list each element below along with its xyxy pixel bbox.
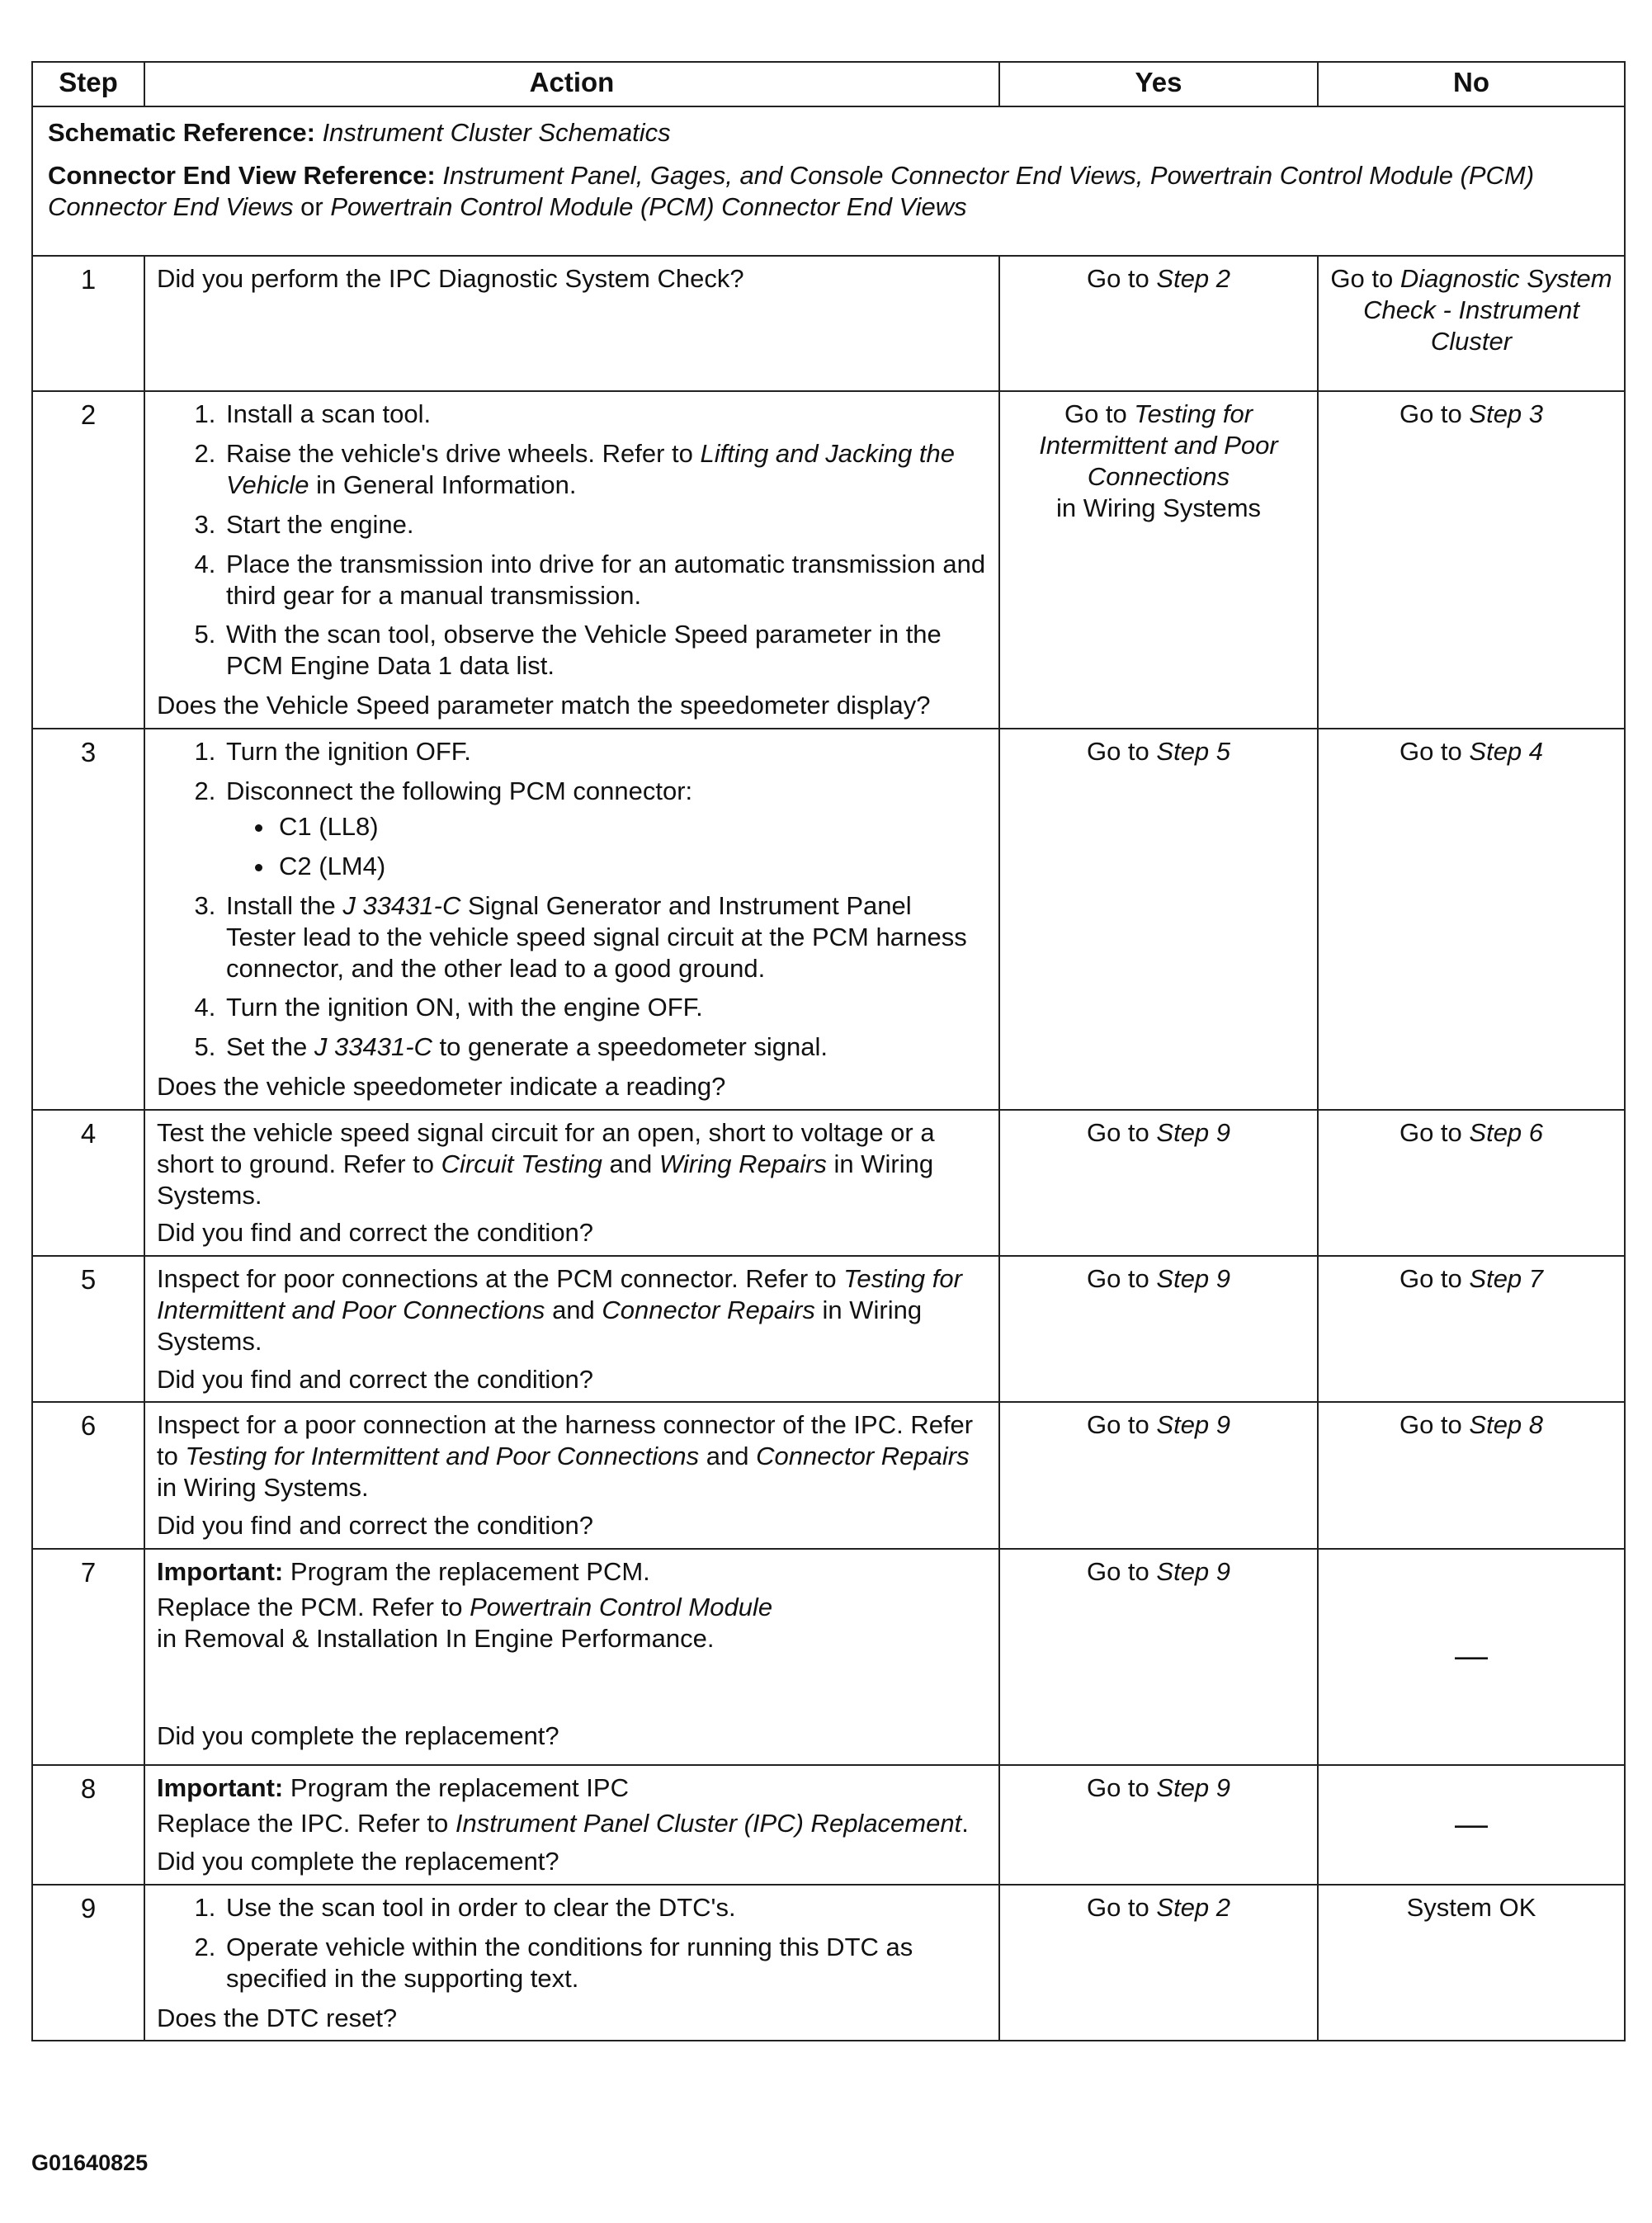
yes-cell (999, 729, 1318, 1110)
header-step: Step (32, 62, 144, 106)
list-item (223, 776, 987, 882)
no-link[interactable]: Step 3 (1469, 399, 1544, 429)
step-number: 9 (32, 1885, 144, 2041)
text: Set the (226, 1032, 308, 1062)
text: Replace the IPC. Refer to (157, 1809, 449, 1838)
list-item (223, 1031, 987, 1063)
step-question: Did you perform the IPC Diagnostic System Check? (157, 264, 744, 294)
text: Install the (226, 891, 336, 920)
yes-cell (999, 1256, 1318, 1402)
text: Program the replacement PCM. (290, 1556, 650, 1586)
yes-link[interactable]: Step 2 (1156, 1893, 1231, 1923)
step-action (144, 729, 999, 1110)
no-cell (1318, 391, 1625, 728)
bullet-item: • C2 (LM4) (276, 851, 987, 882)
list-item: 1. Install a scan tool. (223, 399, 987, 430)
text: to generate a speedometer signal. (439, 1032, 828, 1062)
connector-list (226, 811, 987, 882)
step-row-4 (32, 1110, 1625, 1256)
step-row-9 (32, 1885, 1625, 2041)
no-link[interactable]: Diagnostic System Check - Instrument Cluster (1363, 264, 1612, 356)
list-item: 2. Operate vehicle within the conditions for running this DTC as specified in the supporting text. (223, 1932, 987, 1994)
no-cell: — (1318, 1765, 1625, 1885)
table-header-row (32, 62, 1625, 106)
yes-cell (999, 1110, 1318, 1256)
step-row-3 (32, 729, 1625, 1110)
list-item: 4. Turn the ignition ON, with the engine OFF. (223, 992, 987, 1023)
yes-prefix: Go to (1086, 1410, 1149, 1440)
no-cell (1318, 256, 1625, 391)
reference-row (32, 106, 1625, 256)
text: in Wiring Systems. (157, 1473, 369, 1502)
no-prefix: Go to (1399, 736, 1462, 766)
yes-cell (999, 391, 1318, 728)
no-prefix: Go to (1399, 1117, 1462, 1147)
text: Raise the vehicle's drive wheels. Refer to (226, 439, 693, 469)
step-row-6 (32, 1402, 1625, 1548)
step-question: Does the Vehicle Speed parameter match the speedometer display? (157, 690, 931, 720)
step-action (144, 1402, 999, 1548)
step-number: 4 (32, 1110, 144, 1256)
text: Disconnect the following PCM connector: (226, 776, 693, 805)
step-action (144, 1549, 999, 1765)
yes-link[interactable]: Testing for Intermittent and Poor Connections (1039, 399, 1278, 492)
list-item (223, 438, 987, 501)
step-action (144, 1256, 999, 1402)
schematic-reference-link[interactable]: Instrument Cluster Schematics (322, 118, 671, 147)
list-item: 5. With the scan tool, observe the Vehicle Speed parameter in the PCM Engine Data 1 data list. (223, 619, 987, 682)
link[interactable]: Connector Repairs (756, 1442, 970, 1471)
text: and (552, 1295, 595, 1324)
yes-link[interactable]: Step 5 (1156, 736, 1231, 766)
link[interactable]: Wiring Repairs (658, 1149, 827, 1178)
step-instructions (157, 1263, 987, 1357)
diagnostic-table (31, 61, 1626, 2041)
no-prefix: Go to (1330, 264, 1394, 294)
yes-link[interactable]: Step 9 (1156, 1556, 1231, 1586)
text: in Removal & Installation In Engine Performance. (157, 1624, 715, 1654)
schematic-reference (48, 117, 1609, 149)
step-question: Did you find and correct the condition? (157, 1364, 594, 1394)
step-instructions: Replace the IPC. Refer to Instrument Panel Cluster (IPC) Replacement. (157, 1809, 969, 1838)
step-row-8 (32, 1765, 1625, 1885)
step-question: Does the vehicle speedometer indicate a reading? (157, 1072, 726, 1102)
no-prefix: Go to (1399, 1264, 1462, 1294)
reference-cell (32, 106, 1625, 256)
yes-cell (999, 1549, 1318, 1765)
schematic-reference-label: Schematic Reference: (48, 118, 315, 147)
list-item: 4. Place the transmission into drive for an automatic transmission and third gear for a manual transmission. (223, 549, 987, 611)
figure-id: G01640825 (31, 2150, 149, 2175)
link[interactable]: Connector Repairs (602, 1295, 815, 1324)
important-note (157, 1556, 987, 1588)
header-yes: Yes (999, 62, 1318, 106)
important-label: Important: (157, 1556, 284, 1586)
text: in Wiring Systems. (157, 1295, 923, 1356)
text: and (706, 1442, 749, 1471)
link[interactable]: Circuit Testing (441, 1149, 602, 1178)
yes-suffix: in Wiring Systems (1055, 493, 1262, 522)
list-item: 1. Turn the ignition OFF. (223, 736, 987, 767)
bullet-item: • C1 (LL8) (276, 811, 987, 842)
important-label: Important: (157, 1772, 284, 1802)
no-cell (1318, 729, 1625, 1110)
step-number: 5 (32, 1256, 144, 1402)
instruction-list (157, 736, 987, 1063)
yes-cell (999, 256, 1318, 391)
list-item: 3. Start the engine. (223, 509, 987, 540)
step-action (144, 1765, 999, 1885)
no-link[interactable]: Step 8 (1469, 1410, 1544, 1440)
text: Program the replacement IPC (290, 1772, 629, 1802)
step-action (144, 256, 999, 391)
yes-prefix: Go to (1086, 1893, 1149, 1923)
step-question: Did you find and correct the condition? (157, 1510, 594, 1540)
step-instructions (157, 1117, 987, 1211)
connector-reference-or: or (300, 191, 323, 221)
important-note (157, 1772, 987, 1804)
step-row-2 (32, 391, 1625, 728)
no-prefix: Go to (1399, 399, 1462, 429)
yes-cell (999, 1402, 1318, 1548)
no-cell (1318, 1110, 1625, 1256)
no-link[interactable]: Step 7 (1469, 1264, 1544, 1294)
text: Test the vehicle speed signal circuit for an open, short to voltage or a short to ground. Refer to (157, 1117, 935, 1178)
connector-reference-link-2[interactable]: Powertrain Control Module (PCM) Connector End Views (330, 191, 967, 221)
step-number: 7 (32, 1549, 144, 1765)
no-cell: — (1318, 1549, 1625, 1765)
yes-link[interactable]: Step 9 (1156, 1117, 1231, 1147)
step-number: 2 (32, 391, 144, 728)
connector-reference-link-1[interactable]: Instrument Panel, Gages, and Console Connector End Views, Powertrain Control Module (PCM) Connector End Views (48, 160, 1535, 221)
step-row-1 (32, 256, 1625, 391)
step-number: 1 (32, 256, 144, 391)
yes-link[interactable]: Step 9 (1156, 1772, 1231, 1802)
step-question: Did you complete the replacement? (157, 1847, 559, 1876)
text: and (609, 1149, 653, 1178)
header-action: Action (144, 62, 999, 106)
yes-prefix: Go to (1086, 1556, 1149, 1586)
step-action (144, 391, 999, 728)
link[interactable]: Lifting and Jacking the Vehicle (226, 439, 956, 500)
link[interactable]: Instrument Panel Cluster (IPC) Replacement (455, 1809, 962, 1838)
step-action (144, 1885, 999, 2041)
instruction-list (157, 1892, 987, 1994)
step-instructions (157, 1592, 987, 1654)
tool-link[interactable]: J 33431-C (314, 1032, 432, 1062)
step-row-5 (32, 1256, 1625, 1402)
no-cell: System OK (1318, 1885, 1625, 2041)
step-row-7 (32, 1549, 1625, 1765)
no-cell (1318, 1256, 1625, 1402)
tool-link[interactable]: J 33431-C (342, 891, 461, 920)
link[interactable]: Powertrain Control Module (470, 1593, 773, 1622)
step-instructions (157, 1409, 987, 1503)
link[interactable]: Testing for Intermittent and Poor Connections (185, 1442, 700, 1471)
yes-prefix: Go to (1086, 736, 1149, 766)
text: in Wiring Systems. (157, 1149, 934, 1210)
yes-prefix: Go to (1086, 1117, 1149, 1147)
step-question: Does the DTC reset? (157, 2003, 398, 2032)
no-link[interactable]: Step 6 (1469, 1117, 1544, 1147)
yes-link[interactable]: Step 9 (1156, 1264, 1231, 1294)
text: Replace the PCM. Refer to (157, 1593, 463, 1622)
yes-prefix: Go to (1086, 1772, 1149, 1802)
text: Signal Generator and Instrument Panel Tester lead to the vehicle speed signal circuit at the PCM harness connector, and the other lead to a good ground. (226, 891, 967, 983)
link[interactable]: Testing for Intermittent and Poor Connections (157, 1264, 962, 1324)
no-cell (1318, 1402, 1625, 1548)
header-no: No (1318, 62, 1625, 106)
yes-prefix: Go to (1086, 264, 1149, 294)
yes-link[interactable]: Step 2 (1156, 264, 1231, 294)
step-number: 6 (32, 1402, 144, 1548)
text: Inspect for poor connections at the PCM connector. Refer to (157, 1264, 837, 1294)
connector-reference (48, 160, 1609, 223)
step-number: 8 (32, 1765, 144, 1885)
step-question: Did you find and correct the condition? (157, 1218, 594, 1248)
no-prefix: Go to (1399, 1410, 1462, 1440)
no-link[interactable]: Step 4 (1469, 736, 1544, 766)
yes-prefix: Go to (1064, 399, 1127, 429)
yes-prefix: Go to (1086, 1264, 1149, 1294)
step-number: 3 (32, 729, 144, 1110)
step-question: Did you complete the replacement? (157, 1721, 559, 1751)
yes-cell (999, 1885, 1318, 2041)
text: in General Information. (316, 470, 577, 500)
list-item: 1. Use the scan tool in order to clear the DTC's. (223, 1892, 987, 1923)
instruction-list (157, 399, 987, 682)
list-item (223, 890, 987, 984)
connector-reference-label: Connector End View Reference: (48, 160, 436, 190)
text: Inspect for a poor connection at the harness connector of the IPC. Refer to (157, 1410, 974, 1471)
yes-link[interactable]: Step 9 (1156, 1410, 1231, 1440)
step-action (144, 1110, 999, 1256)
yes-cell (999, 1765, 1318, 1885)
